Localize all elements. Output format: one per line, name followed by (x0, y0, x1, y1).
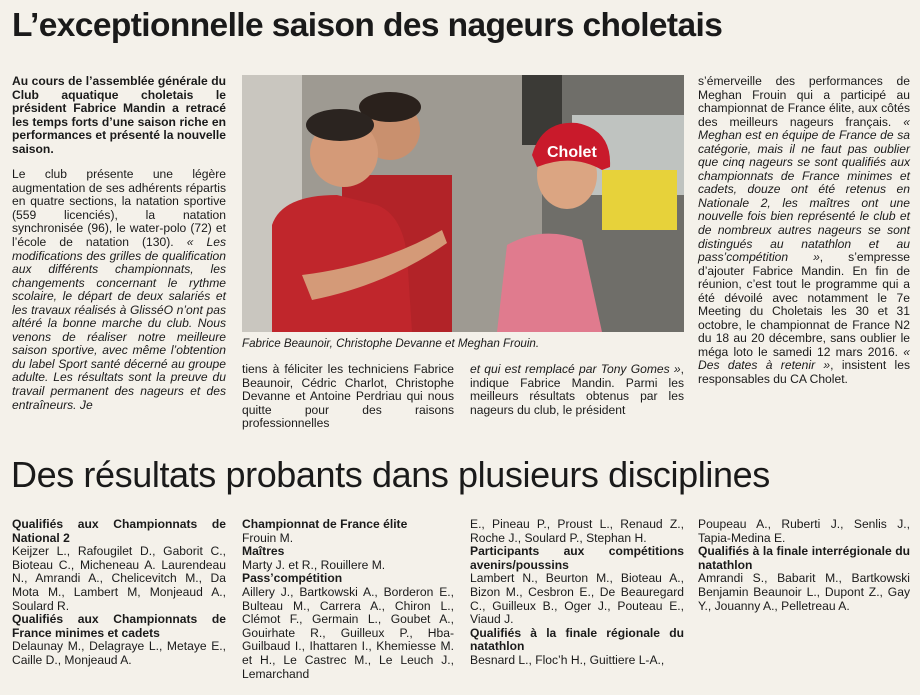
photo-illustration (242, 75, 684, 332)
results-list: Lambert N., Beurton M., Bioteau A., Bizon M., Cesbron E., De Beauregard C., Guilleux B., Oger J., Pouteau E., Viaud J. (470, 571, 684, 627)
results-list: Frouin M. (242, 530, 294, 545)
article-column-2 (242, 363, 454, 431)
cap-lettering: Cholet (547, 144, 597, 161)
article-column-3 (470, 363, 684, 417)
article-body-3 (470, 363, 684, 417)
body-quote: et qui est remplacé par Tony Gomes » (470, 362, 681, 376)
body-quote: « Meghan est en équipe de France de sa catégorie, mais il ne faut pas oublier que cinq nageurs se sont qualifiés aux championnats de France minimes et cadets, douze ont été retenus en Nationale 2, les maîtres ont une nouvelle fois bien représenté le club et de nombreux autres nageurs se sont distingués au natathlon et au pass’compétition » (698, 114, 910, 265)
results-heading: Qualifiés à la finale interrégionale du natathlon (698, 544, 910, 572)
article-column-1 (12, 75, 226, 412)
results-list: Marty J. et R., Rouillere M. (242, 557, 386, 572)
body-text: , insistent les responsables du CA Cholet. (698, 358, 911, 387)
results-column-3 (470, 518, 684, 668)
results-heading: Participants aux compétitions avenirs/poussins (470, 544, 684, 572)
results-heading: Pass’compétition (242, 571, 343, 586)
article-body-1 (12, 168, 226, 412)
article-body-4 (698, 75, 910, 387)
article-lead: Au cours de l’assemblée générale du Club aquatique choletais le président Fabrice Mandin a retracé les temps forts d’une saison riche en performances et présenté la nouvelle saison. (12, 74, 226, 156)
article-headline: L’exceptionnelle saison des nageurs choletais (12, 7, 723, 44)
results-column-1 (12, 518, 226, 668)
article-column-4 (698, 75, 910, 387)
article-body-2: tiens à féliciter les techniciens Fabrice Beaunoir, Cédric Charlot, Christophe Devanne et Antoine Perdriau qui nous quitte pour des raisons professionnelles (242, 362, 454, 431)
body-text: , indique Fabrice Mandin. Parmi les meilleurs résultats obtenus par les nageurs du club, le président (470, 362, 684, 417)
article-photo (242, 75, 684, 332)
results-list: Delaunay M., Delagraye L., Metaye E., Caille D., Monjeaud A. (12, 639, 226, 667)
results-heading: Qualifiés aux Championnats de France minimes et cadets (12, 612, 226, 640)
results-list: Poupeau A., Ruberti J., Senlis J., Tapia-Medina E. (698, 517, 910, 545)
body-quote: « Les modifications des grilles de qualification aux différents championnats, les changements concernant le rythme scolaire, le départ de deux salariés et les travaux réalisés à GlisséO n’ont pas altéré la bonne marche du club. Nous venons de réaliser notre meilleure saison sportive, avec même l’obtention du label Sport santé décerné au groupe adulte. Les résultats sont la preuve du travail permanent des nageurs et des entraîneurs. Je (12, 235, 226, 412)
photo-caption: Fabrice Beaunoir, Christophe Devanne et Meghan Frouin. (242, 337, 540, 350)
results-column-4 (698, 518, 910, 613)
body-text: s’émerveille des performances de Meghan Frouin qui a participé au championnat de France élite, aux côtés des meilleurs nageurs français. (698, 74, 910, 129)
results-list: Amrandi S., Babarit M., Bartkowski Benjamin Beaunoir L., Dupont Z., Gay Y., Jouanny A., Pelletreau A. (698, 571, 910, 613)
results-headline: Des résultats probants dans plusieurs disciplines (11, 454, 770, 495)
results-list: Keijzer L., Rafougilet D., Gaborit C., Bioteau C., Micheneau A. Laurendeau N., Amrandi A., Chelicevitch M., Da Mota M., Lambert M, Monjeaud A., Soulard R. (12, 544, 226, 613)
results-heading: Maîtres (242, 544, 285, 559)
results-heading: Qualifiés aux Championnats de National 2 (12, 517, 226, 545)
results-list: E., Pineau P., Proust L., Renaud Z., Roche J., Soulard P., Stephan H. (470, 517, 684, 545)
results-heading: Championnat de France élite (242, 517, 408, 531)
body-text: Le club présente une légère augmentation de ses adhérents répartis en quatre sections, la natation sportive (559 licenciés), la natation synchronisée (96), le water-polo (72) et l’école de natation (130). (12, 167, 226, 250)
results-heading: Qualifiés à la finale régionale du natathlon (470, 625, 684, 654)
results-column-2 (242, 518, 454, 681)
body-quote: « Des dates à retenir » (698, 344, 910, 373)
results-list: Besnard L., Floc’h H., Guittiere L-A., (470, 652, 665, 667)
body-text: , s’empresse d’ajouter Fabrice Mandin. En fin de réunion, c’est tout le programme qui a été dévoilé avec notamment le 7e Meeting du Choletais les 30 et 31 octobre, le championnat de France N2 du 18 au 20 décembre, sans oublier le méga loto le samedi 12 mars 2016. (698, 250, 910, 359)
results-list: Aillery J., Bartkowski A., Borderon E., Bulteau M., Carrera A., Chiron L., Clémot F., Germain L., Goubet A., Gouirhate R., Guilleux P., Hba-Guilbaud I., Ihattaren I., Khemiesse M. et H., Le Castrec M., Le Leuch J., Lemarchand (242, 584, 454, 681)
